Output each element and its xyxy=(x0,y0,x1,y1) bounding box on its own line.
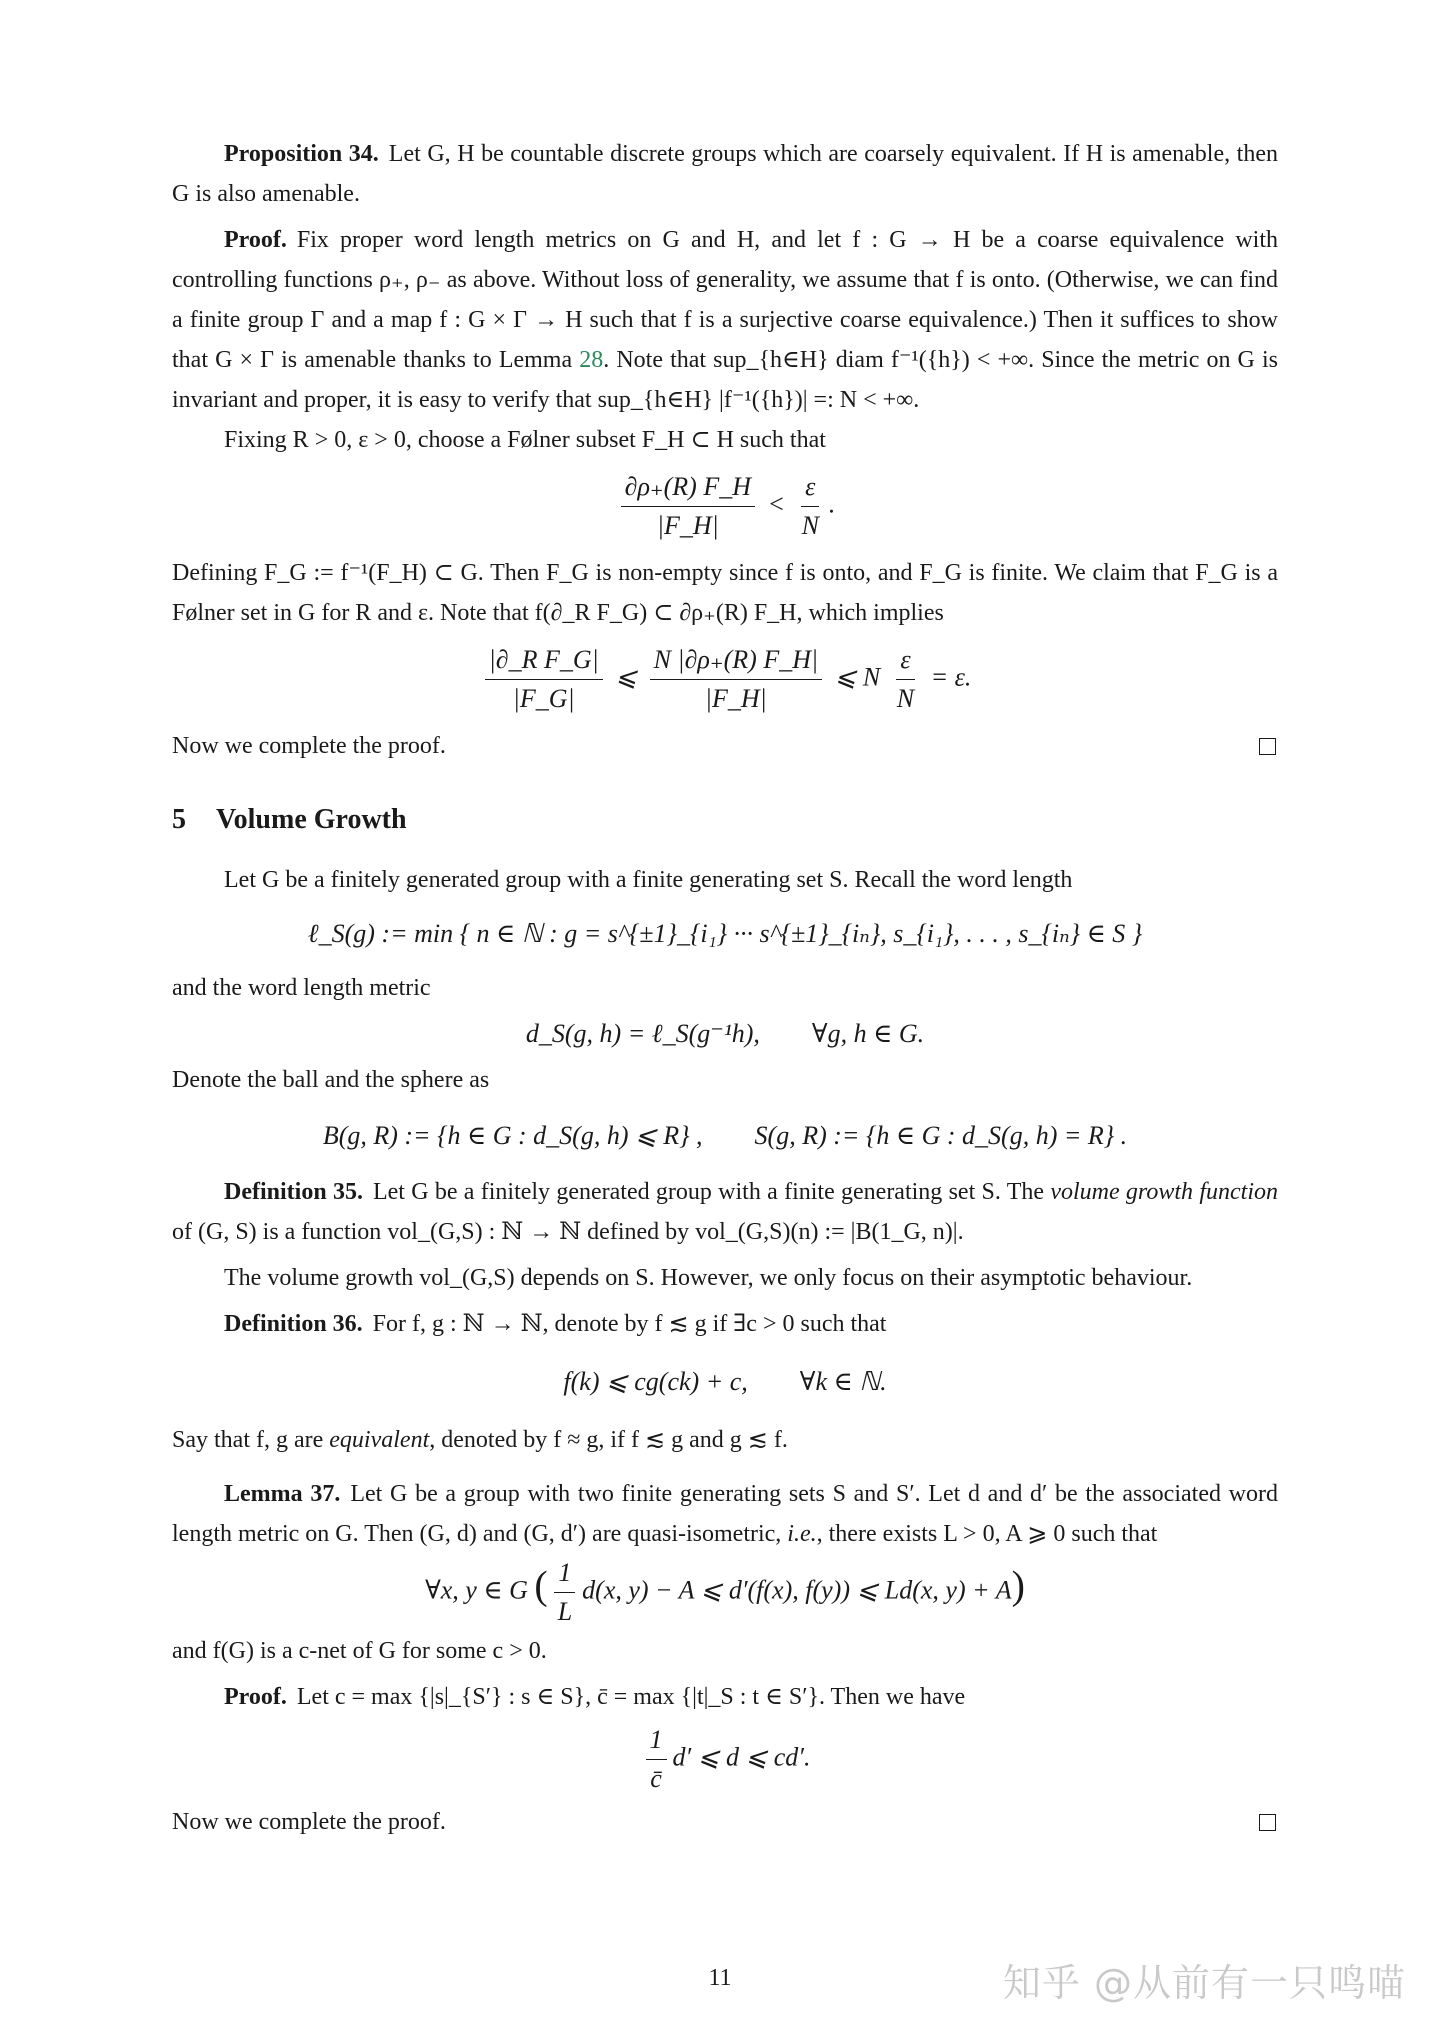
lemma-label: Lemma 37. xyxy=(224,1481,341,1507)
equation-word-metric: d_S(g, h) = ℓ_S(g⁻¹h), ∀g, h ∈ G. xyxy=(525,1019,925,1048)
qed-square-icon xyxy=(1259,1814,1276,1831)
lemma-37-follow: and f(G) is a c-net of G for some c > 0. xyxy=(172,1638,547,1664)
fraction-6: $\frac{1}{L}$ xyxy=(554,1556,576,1629)
equation-asymptotic: f(k) ⩽ cg(ck) + c, ∀k ∈ ℕ. xyxy=(563,1367,887,1396)
zhihu-watermark: 知乎 @从前有一只鸣喵 xyxy=(1002,1961,1406,2005)
lemma-37: Lemma 37. Let G be a group with two finite generating sets S and S′. Let d and d′ be the associated word length metric on G. Then (G, d) and (G, d′) are quasi-isometric, i.e., there exists L > 0, A ⩾ 0 such that xyxy=(172,1481,1278,1547)
proposition-label: Proposition 34. xyxy=(224,141,379,167)
proof-end-line: Now we complete the proof. xyxy=(172,726,1278,766)
proof-label: Proof. xyxy=(224,227,287,253)
definition-36-follow: Say that f, g are equivalent, denoted by f ≈ g, if f ≲ g and g ≲ f. xyxy=(172,1427,788,1453)
proof-text-1: Fix proper word length metrics on G and H, and let f : G → H be a coarse equivalence with controlling functions ρ₊, ρ₋ as above. Without loss of generality, we assume that f is onto. (Otherwise, we can find a finite group Γ and a map f : G × Γ → H such that f is a surjective coarse equivalence.) Then it suffices to show that G × Γ is amenable thanks to Lemma xyxy=(172,227,1278,373)
fraction-1: $\frac{\partial\rho_+(R) F\_H}{|F\_H|}$ xyxy=(621,470,755,543)
page-number: 11 xyxy=(708,1965,732,1991)
volume-growth-term: volume growth function xyxy=(1050,1179,1279,1205)
section-heading: 5 Volume Growth xyxy=(172,804,407,835)
proof-2: Proof. Let c = max {|s|_{S′} : s ∈ S}, c̄ = max {|t|_S : t ∈ S′}. Then we have xyxy=(224,1684,966,1710)
proof-paragraph-1 xyxy=(172,220,1278,420)
equivalent-term: equivalent xyxy=(329,1427,430,1453)
definition-label: Definition 35. xyxy=(224,1179,363,1205)
definition-36: Definition 36. For f, g : ℕ → ℕ, denote by f ≲ g if ∃c > 0 such that xyxy=(224,1311,887,1337)
section-paragraph-1: Let G be a finitely generated group with a finite generating set S. Recall the word length xyxy=(224,867,1073,893)
fraction-3: $\frac{\text{|∂\_R F\_G|}}{|F\_G|}$ xyxy=(485,643,603,716)
qed-square-icon xyxy=(1259,738,1276,755)
proof-paragraph-2: Fixing R > 0, ε > 0, choose a Følner subset F_H ⊂ H such that xyxy=(224,427,826,453)
equation-word-length: ℓ_S(g) := min { n ∈ ℕ : g = s^{±1}_{i₁} ··· s^{±1}_{iₙ}, s_{i₁}, . . . , s_{iₙ} ∈ S } xyxy=(307,919,1143,948)
fraction-4: $\frac{N |\partial\rho_+(R) F\_H|}{|F\_H|}$ xyxy=(650,643,823,716)
section-paragraph-2: and the word length metric xyxy=(172,975,431,1001)
proof-paragraph-3: Defining F_G := f⁻¹(F_H) ⊂ G. Then F_G is non-empty since f is onto, and F_G is finite. We claim that F_G is a Følner set in G for R and ε. Note that f(∂_R F_G) ⊂ ∂ρ₊(R) F_H, which implies xyxy=(172,560,1278,626)
fraction-5: $\frac{\varepsilon}{N}$ xyxy=(896,645,915,713)
definition-label: Definition 36. xyxy=(224,1311,363,1337)
proposition-text: Let G, H be countable discrete groups which are coarsely equivalent. If H is amenable, then G is also amenable. xyxy=(172,141,1278,207)
definition-35-follow: The volume growth vol_(G,S) depends on S. However, we only focus on their asymptotic behaviour. xyxy=(224,1265,1193,1291)
fraction-7: $\frac{1}{c̄}$ xyxy=(646,1723,667,1796)
equation-metric-bounds: $\frac{1}{c̄}$ d′ ⩽ d ⩽ cd′. xyxy=(172,1723,1278,1796)
fraction-2: $\frac{\varepsilon}{N}$ xyxy=(801,472,819,540)
proof-text-1b: . Note that sup_{h∈H} diam f⁻¹({h}) < +∞. Since the metric on G is invariant and proper, it is easy to verify that sup_{h∈H} |f⁻¹({h})| =: N < +∞. xyxy=(172,347,1278,413)
lemma-28-link[interactable]: 28 xyxy=(579,347,604,373)
paper-page xyxy=(172,134,1278,1842)
proposition-34 xyxy=(172,134,1278,214)
section-paragraph-3: Denote the ball and the sphere as xyxy=(172,1067,490,1093)
equation-inequality-chain: $\frac{\text{|∂\_R F\_G|}}{|F\_G|}$ ⩽ $\frac{N |\partial\rho_+(R) F\_H|}{|F\_H|}$ ⩽ N $\frac{\varepsilon}{N}$ = ε. xyxy=(172,643,1278,716)
equation-ball-sphere: B(g, R) := {h ∈ G : d_S(g, h) ⩽ R} , S(g, R) := {h ∈ G : d_S(g, h) = R} . xyxy=(322,1121,1128,1150)
proof-end-line: Now we complete the proof. xyxy=(172,1802,1278,1842)
definition-35: Definition 35. Let G be a finitely generated group with a finite generating set S. The volume growth function of (G, S) is a function vol_(G,S) : ℕ → ℕ defined by vol_(G,S)(n) := |B(1_G, n)|. xyxy=(172,1179,1279,1245)
equation-folner-ratio: $\frac{\partial\rho_+(R) F\_H}{|F\_H|}$ < $\frac{\varepsilon}{N}$ . xyxy=(172,470,1278,543)
proof-label: Proof. xyxy=(224,1684,287,1710)
equation-quasi-isometry: ∀x, y ∈ G ( $\frac{1}{L}$ d(x, y) − A ⩽ d′(f(x), f(y)) ⩽ Ld(x, y) + A) xyxy=(172,1556,1278,1629)
